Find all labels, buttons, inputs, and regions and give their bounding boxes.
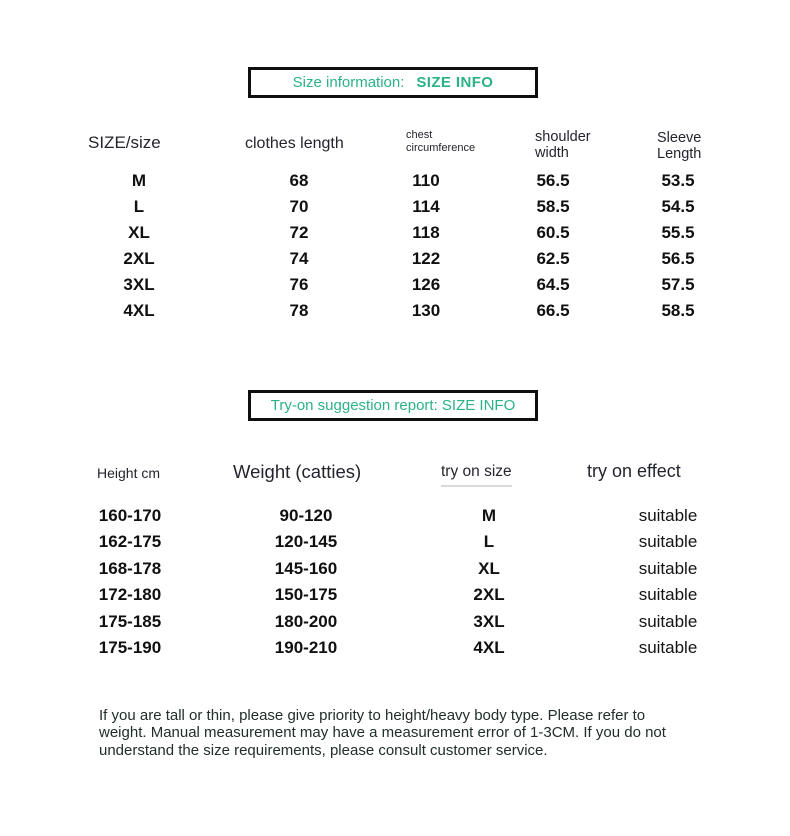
- tryon-header-effect: try on effect: [587, 461, 681, 481]
- sleeve-cell: 58.5: [661, 301, 695, 320]
- size-table-row: [0, 220, 790, 246]
- try-size-cell: L: [483, 531, 495, 551]
- tryon-header-box: [248, 390, 538, 421]
- size-cell: M: [131, 171, 147, 190]
- chest-cell: 114: [412, 197, 440, 216]
- try-size-cell: XL: [478, 558, 500, 578]
- size-table-row: [0, 168, 790, 194]
- tryon-table-row: [0, 634, 790, 661]
- disclaimer-line: If you are tall or thin, please give priority to height/heavy body type. Please refer to: [99, 707, 646, 724]
- try-size-cell: 4XL: [473, 637, 505, 657]
- tryon-table-row: [0, 581, 790, 608]
- clothes-length-cell: 76: [289, 275, 309, 294]
- tryon-table-row: [0, 528, 790, 555]
- size-table-header-size: SIZE/size: [88, 133, 161, 152]
- disclaimer-line: understand the size requirements, please consult customer service.: [99, 741, 548, 759]
- size-table-header-shoulder: shoulder width: [535, 129, 591, 161]
- sleeve-cell: 55.5: [661, 223, 695, 242]
- height-cell: 175-190: [98, 637, 162, 657]
- height-cell: 172-180: [98, 584, 162, 604]
- disclaimer-line: weight. Manual measurement may have a measurement error of 1-3CM. If you do not: [99, 724, 666, 742]
- tryon-header-label: Try-on suggestion report: SIZE INFO: [270, 397, 516, 414]
- weight-cell: 145-160: [274, 558, 338, 578]
- weight-cell: 180-200: [274, 611, 338, 631]
- size-cell: L: [133, 197, 145, 216]
- size-table-header-chest: chest circumference: [406, 129, 476, 154]
- height-cell: 175-185: [98, 611, 162, 631]
- tryon-header-height: Height cm: [97, 465, 161, 481]
- size-table-header-clothes-length: clothes length: [245, 135, 344, 152]
- size-cell: 2XL: [123, 249, 155, 268]
- tryon-header-weight: Weight (catties): [233, 461, 362, 482]
- shoulder-cell: 58.5: [536, 197, 570, 216]
- shoulder-cell: 62.5: [536, 249, 570, 268]
- tryon-table-row: [0, 608, 790, 635]
- measurement-disclaimer: [99, 707, 666, 759]
- size-info-label: Size information:: [292, 74, 405, 91]
- try-size-cell: M: [481, 505, 497, 525]
- size-table-row: [0, 298, 790, 324]
- shoulder-cell: 64.5: [536, 275, 570, 294]
- size-table-header-sleeve: Sleeve Length: [657, 130, 702, 162]
- size-table-row: [0, 272, 790, 298]
- size-info-badge: SIZE INFO: [416, 74, 494, 91]
- size-info-header-box: [248, 67, 538, 98]
- weight-cell: 120-145: [274, 531, 338, 551]
- shoulder-cell: 66.5: [536, 301, 570, 320]
- weight-cell: 90-120: [279, 505, 333, 525]
- clothes-length-cell: 78: [289, 301, 309, 320]
- try-size-cell: 2XL: [473, 584, 505, 604]
- clothes-length-cell: 68: [289, 171, 309, 190]
- size-cell: 4XL: [123, 301, 155, 320]
- height-cell: 168-178: [98, 558, 162, 578]
- chest-cell: 110: [412, 171, 440, 190]
- clothes-length-cell: 70: [289, 197, 309, 216]
- size-table-row: [0, 194, 790, 220]
- sleeve-cell: 54.5: [661, 197, 695, 216]
- sleeve-cell: 56.5: [661, 249, 695, 268]
- clothes-length-cell: 74: [289, 249, 309, 268]
- effect-cell: suitable: [638, 558, 698, 578]
- size-cell: 3XL: [123, 275, 155, 294]
- height-cell: 162-175: [98, 531, 162, 551]
- chest-cell: 122: [411, 249, 441, 268]
- weight-cell: 150-175: [274, 584, 338, 604]
- shoulder-cell: 60.5: [536, 223, 570, 242]
- effect-cell: suitable: [638, 611, 698, 631]
- size-cell: XL: [128, 223, 150, 242]
- try-size-cell: 3XL: [473, 611, 505, 631]
- effect-cell: suitable: [638, 505, 698, 525]
- shoulder-cell: 56.5: [536, 171, 570, 190]
- tryon-header-size: try on size: [441, 463, 512, 487]
- chest-cell: 130: [411, 301, 441, 320]
- chest-cell: 118: [412, 223, 440, 242]
- effect-cell: suitable: [638, 584, 698, 604]
- sleeve-cell: 53.5: [661, 171, 695, 190]
- weight-cell: 190-210: [274, 637, 338, 657]
- chest-cell: 126: [411, 275, 441, 294]
- tryon-table-row: [0, 555, 790, 582]
- tryon-table-row: [0, 502, 790, 529]
- sleeve-cell: 57.5: [661, 275, 695, 294]
- size-table-row: [0, 246, 790, 272]
- clothes-length-cell: 72: [289, 223, 309, 242]
- height-cell: 160-170: [98, 505, 162, 525]
- effect-cell: suitable: [638, 531, 698, 551]
- effect-cell: suitable: [638, 637, 698, 657]
